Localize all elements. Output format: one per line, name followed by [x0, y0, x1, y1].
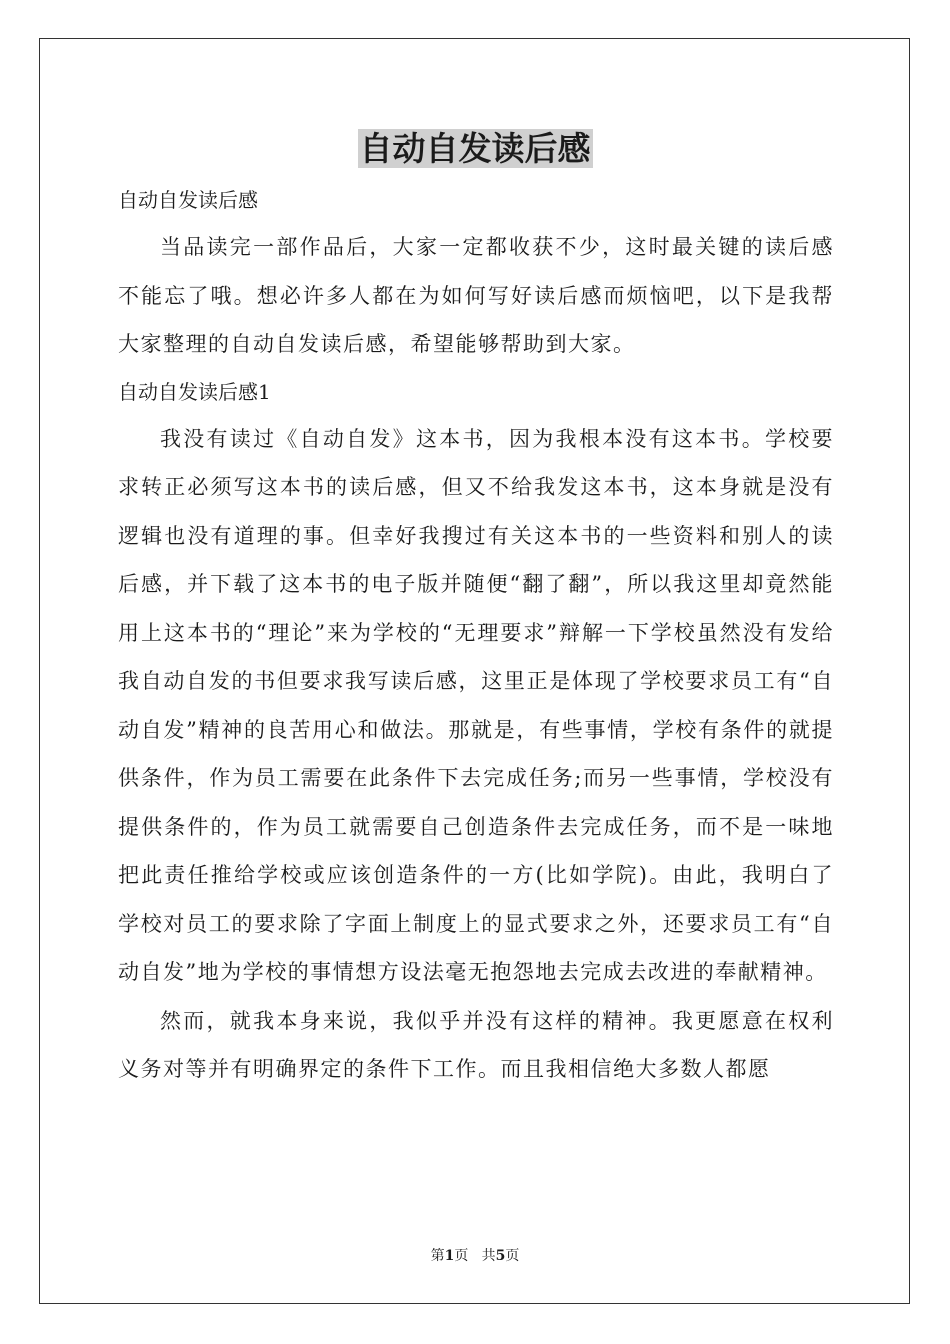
- page-suffix: 页: [454, 1248, 469, 1264]
- page-prefix: 第: [430, 1248, 445, 1264]
- document-body: [118, 177, 834, 1094]
- page-footer: [0, 1246, 950, 1266]
- total-pages: 5: [495, 1248, 506, 1264]
- intro-paragraph: 当品读完一部作品后，大家一定都收获不少，这时最关键的读后感不能忘了哦。想必许多人都在为如何写好读后感而烦恼吧，以下是我帮大家整理的自动自发读后感，希望能够帮助到大家。: [118, 235, 834, 356]
- section-heading: 自动自发读后感1: [118, 379, 271, 404]
- body-paragraph-1: 我没有读过《自动自发》这本书，因为我根本没有这本书。学校要求转正必须写这本书的读后感，但又不给我发这本书，这本身就是没有逻辑也没有道理的事。但幸好我搜过有关这本书的一些资料和别人的读后感，并下载了这本书的电子版并随便“翻了翻”，所以我这里却竟然能用上这本书的“理论”来为学校的“无理要求”辩解一下学校虽然没有发给我自动自发的书但要求我写读后感，这里正是体现了学校要求员工有“自动自发”精神的良苦用心和做法。那就是，有些事情，学校有条件的就提供条件，作为员工需要在此条件下去完成任务;而另一些事情，学校没有提供条件的，作为员工就需要自己创造条件去完成任务，而不是一味地把此责任推给学校或应该创造条件的一方(比如学院)。由此，我明白了学校对员工的要求除了字面上制度上的显式要求之外，还要求员工有“自动自发”地为学校的事情想方设法毫无抱怨地去完成去改进的奉献精神。: [118, 426, 834, 984]
- body-paragraph-2: 然而，就我本身来说，我似乎并没有这样的精神。我更愿意在权利义务对等并有明确界定的条件下工作。而且我相信绝大多数人都愿: [118, 1008, 834, 1081]
- document-title: [0, 128, 950, 170]
- subtitle: 自动自发读后感: [118, 188, 258, 212]
- total-prefix: 共: [481, 1248, 496, 1264]
- total-suffix: 页: [505, 1248, 520, 1264]
- page-number: 1: [444, 1248, 455, 1264]
- document-title-text: 自动自发读后感: [359, 129, 591, 168]
